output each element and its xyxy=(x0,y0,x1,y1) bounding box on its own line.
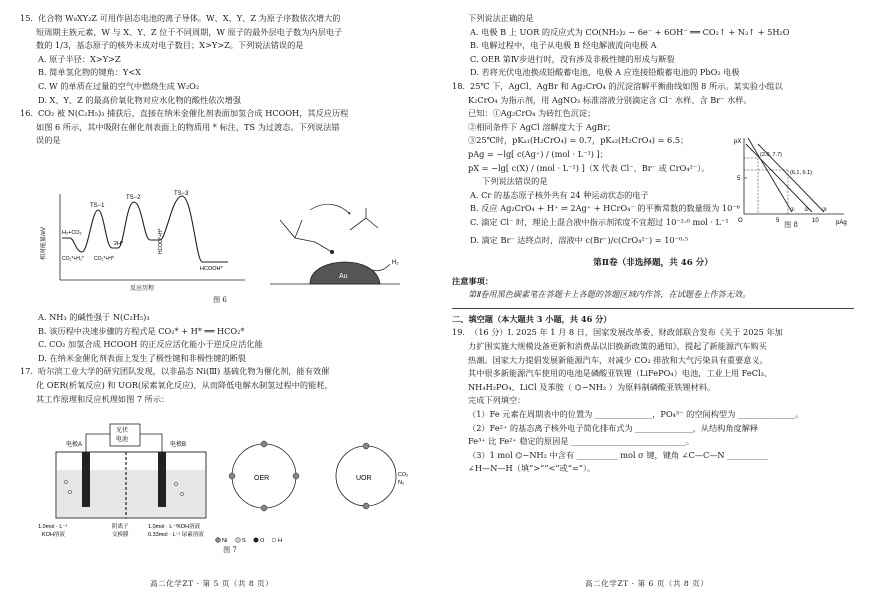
legend-ni: Ni xyxy=(222,538,228,544)
ni-site xyxy=(261,441,267,447)
q18-number: 18. xyxy=(452,80,466,91)
q18-px-def: pX = −lg[ c(X) / (mol · L⁻¹) ]（X 代表 Cl⁻、Br⁻ 或 CrO₄²⁻）。 xyxy=(468,162,710,173)
figure-6 xyxy=(40,190,420,300)
state-2h: 2H* xyxy=(114,241,124,247)
state-co2-h: CO₂*+H* xyxy=(94,256,114,262)
q17-line-2: 化 OER(析氧反应) 和 UOR(尿素氧化反应)，从而降低电解水制氢过程中的能耗， xyxy=(36,379,333,390)
n2-label: N₂ xyxy=(398,480,405,486)
fig6-caption: 图 6 xyxy=(213,296,227,304)
q17-option-b: B. 电解过程中，电子从电极 B 经电解液流向电极 A xyxy=(470,40,657,51)
q17-option-a: A. 电极 B 上 UOR 的反应式为 CO(NH₂)₂ − 6e⁻ + 6OH⁻ ══ CO₂↑ + N₂↑ + 5H₂O xyxy=(470,26,790,37)
curve-3-label: ③ xyxy=(822,207,827,213)
q18-prompt: 下列说法错误的是 xyxy=(482,176,548,187)
ts1-label: TS−1 xyxy=(90,203,105,209)
n-atom xyxy=(330,250,334,254)
au-label: Au xyxy=(339,273,348,280)
amine-structure xyxy=(280,220,332,252)
gold-catalyst-mechanism xyxy=(270,204,400,284)
q18-option-c: C. 滴定 Cl⁻ 时，理论上混合液中指示剂浓度不宜超过 10⁻²·⁰ mol · L⁻¹ xyxy=(470,216,729,227)
q19-line-4: 其中很多新能源汽车使用的电池是磷酸亚铁锂（LiFePO₄）电池，工业上用 FeCl₃、 xyxy=(468,368,773,379)
q15-option-a: A. 原子半径：X>Y>Z xyxy=(38,53,121,64)
electrolysis-cell xyxy=(38,424,206,538)
part-2-heading: 第Ⅱ卷（非选择题，共 46 分） xyxy=(593,258,713,269)
curve-3 xyxy=(748,138,792,212)
notice-text: 第Ⅱ卷用黑色碳素笔在答题卡上各题的答题区域内作答，在试题卷上作答无效。 xyxy=(468,290,751,300)
curve-1-label: ① xyxy=(790,207,795,213)
right-solution-label-1: 1.0mol · L⁻¹KOH溶液 xyxy=(148,524,201,530)
q18-known-3: ③25℃时，pKₐ₁(H₂CrO₄) = 0.7，pKₐ₂(H₂CrO₄) = 6.5； xyxy=(468,135,689,146)
state-hcoo-h: HCOO*+H* xyxy=(158,228,164,254)
electrolyte xyxy=(57,470,205,517)
h2-arrow xyxy=(372,264,390,271)
ni-site xyxy=(293,473,299,479)
left-solution-label-1: 1.0mol · L⁻¹ xyxy=(38,524,68,530)
fig8-ylabel: pX xyxy=(734,139,742,145)
q17-line-3: 其工作原理和反应机理如图 7 所示： xyxy=(36,393,170,404)
q18-pag-def: pAg = −lg[ c(Ag⁺) / (mol · L⁻¹) ]； xyxy=(468,148,608,159)
legend-o: O xyxy=(260,538,265,544)
q15-option-c: C. W 的单质在过量的空气中燃烧生成 W₂O₂ xyxy=(38,80,200,91)
left-solution-label-2: KOH溶液 xyxy=(42,532,65,538)
ni-site xyxy=(229,473,235,479)
curve-2-label: ② xyxy=(804,207,809,213)
q15-option-b: B. 简单氢化物的键角：Y<X xyxy=(38,67,142,78)
q18-line-1: 18. 25℃ 下，AgCl、AgBr 和 Ag₂CrO₄ 的沉淀溶解平衡曲线如图 8 所示。某实验小组以 xyxy=(452,80,854,94)
q18-option-b: B. 反应 Ag₂CrO₄ + H⁺ ⇌ 2Ag⁺ + HCrO₄⁻ 的平衡常数的数量级为 10⁻⁶ xyxy=(470,203,740,214)
right-column xyxy=(452,12,854,476)
legend-o-marker xyxy=(254,538,259,543)
fig7-legend xyxy=(216,538,283,545)
divider xyxy=(452,308,854,309)
electrode-b-label: 电极B xyxy=(170,442,187,448)
fig8-origin: O xyxy=(738,218,743,224)
membrane-label-2: 交换膜 xyxy=(112,532,129,538)
footer-left: 高二化学ZT · 第 5 页（共 8 页） xyxy=(150,579,274,588)
q19-line-2: 力扩围实施大规模设备更新和消费品以旧换新政策的通知》，提起了新能源汽车购买 xyxy=(468,341,767,352)
membrane-label-1: 阴离子 xyxy=(112,524,129,530)
q17-option-d: D. 若将光伏电池换成铅酸蓄电池，电极 A 应连接铅酸蓄电池的 PbO₂ 电极 xyxy=(470,67,740,78)
q16-option-b: B. 该历程中决速步骤的方程式是 CO₂* + H* ══ HCO₂* xyxy=(38,325,245,336)
ni-site xyxy=(363,503,369,509)
q19-line-1: 19. （16 分）Ⅰ. 2025 年 1 月 8 日，国家发展改革委、财政部联合发布《关于 2025 年加 xyxy=(452,326,854,340)
left-column-lower xyxy=(20,311,425,406)
energy-curve xyxy=(62,196,228,262)
q15-option-d: D. X、Y、Z 的最高价氧化物对应水化物的酸性依次增强 xyxy=(38,94,241,105)
section-2-heading: 二、填空题（本大题共 3 小题，共 46 分） xyxy=(452,313,612,324)
q16-option-d: D. 在纳米金催化剂表面上发生了极性键和非极性键的断裂 xyxy=(38,352,246,363)
fig8-xtick-5: 5 xyxy=(776,218,780,224)
q18-line-2: K₂CrO₄ 为指示剂，用 AgNO₃ 标准溶液分别滴定含 Cl⁻ 水样、含 Br⁻ 水样。 xyxy=(468,94,752,105)
q18-option-a: A. Cr 的基态原子核外共有 24 种运动状态的电子 xyxy=(470,189,649,200)
q15-number: 15. xyxy=(20,13,34,23)
q19-line-3: 热潮。国家大力提倡发展新能源汽车，对减少 CO₂ 排放和大气污染具有重要意义。 xyxy=(468,354,768,365)
ts2-label: TS−2 xyxy=(126,195,141,201)
formic-structure xyxy=(350,208,378,230)
pv-label-1: 光伏 xyxy=(116,428,129,434)
figure-8 xyxy=(732,134,854,230)
electrode-b xyxy=(158,452,166,507)
fig8-xlabel: pAg xyxy=(836,220,847,226)
legend-s-marker xyxy=(236,538,241,543)
q17-prompt: 下列说法正确的是 xyxy=(468,13,534,23)
uor-cycle xyxy=(336,443,408,509)
q17-line-1: 17. 哈尔滨工业大学的研究团队发现，以非晶态 Ni(Ⅲ) 基硫化物为催化剂，能有效催 xyxy=(20,365,425,379)
q18-known-1: 已知：①Ag₂CrO₄ 为砖红色沉淀； xyxy=(468,108,596,119)
legend-s: S xyxy=(242,538,246,544)
legend-ni-marker xyxy=(216,538,221,543)
fig6-ylabel: 相对能量/eV xyxy=(41,226,47,260)
q15-line-3: 数的 1/3，基态原子的核外未成对电子数目；X>Y>Z。下列说法错误的是 xyxy=(36,40,304,51)
electrode-a xyxy=(82,452,90,507)
fig8-point-2: (6.1, 6.1) xyxy=(790,170,813,176)
figure-7 xyxy=(36,422,426,552)
left-column xyxy=(20,12,425,148)
fig7-caption: 图 7 xyxy=(223,546,237,554)
fig8-caption: 图 8 xyxy=(784,221,798,229)
q16-line-2: 如图 6 所示，其中吸附在催化剂表面上的物质用 * 标注，TS 为过渡态。下列说法错 xyxy=(36,121,340,132)
q18-option-d: D. 滴定 Br⁻ 达终点时，溶液中 c(Br⁻)/c(CrO₄²⁻) = 10⁻⁰·⁵ xyxy=(470,234,689,245)
right-solution-label-2: 0.33mol · L⁻¹ 尿素溶液 xyxy=(148,532,204,538)
electrode-a-label: 电极A xyxy=(66,442,83,448)
ts3-label: TS−3 xyxy=(174,191,189,197)
q19-sub-2-cont: Fe³⁺ 比 Fe²⁺ 稳定的原因是 ____________________________。 xyxy=(468,436,694,447)
state-hcooh: HCOOH* xyxy=(200,266,223,272)
q19-line-5: NH₄H₂PO₄、LiCl 及苯胺（ ⌬−NH₂ ）为原料制磷酸亚铁锂材料。 xyxy=(468,381,716,392)
fig8-ytick-5: 5 xyxy=(737,176,741,182)
legend-h: H xyxy=(278,538,282,544)
co2-label: CO₂ xyxy=(398,472,409,478)
fig8-xtick-10: 10 xyxy=(812,218,819,224)
oer-label: OER xyxy=(254,475,270,482)
fig6-xlabel: 反应历程 xyxy=(130,286,155,292)
pv-label-2: 电池 xyxy=(116,437,129,443)
legend-h-marker xyxy=(272,538,276,542)
q19-sub-3-cont: ∠H—N—H（填“>”“<”或“=”）。 xyxy=(468,463,596,474)
q17-option-c: C. OER 第Ⅳ步进行时，没有涉及非极性键的形成与断裂 xyxy=(470,53,675,64)
state-co2-h2: CO₂*+H₂* xyxy=(62,256,84,262)
q19-instructions: 完成下列填空： xyxy=(468,395,526,406)
footer-right: 高二化学ZT · 第 6 页（共 8 页） xyxy=(585,579,709,588)
q16-option-c: C. CO₂ 加氢合成 HCOOH 的正反应活化能小于逆反应活化能 xyxy=(38,339,263,350)
q15-line-1: 15. 化合物 W₈XY₂Z 可用作固态电池的离子导体。W、X、Y、Z 为原子序数依次增大的 xyxy=(20,12,425,26)
h2-label: H₂ xyxy=(392,260,399,266)
mechanism-arrow xyxy=(310,204,350,214)
uor-label: UOR xyxy=(356,475,372,482)
q15-line-2: 短周期主族元素，W 与 X、Y、Z 位于不同周期，W 原子的最外层电子数为内层电子 xyxy=(36,26,343,37)
q19-sub-2: （2）Fe²⁺ 的基态离子核外电子简化排布式为 ______________，从结构角度解释 xyxy=(468,422,759,433)
ni-site xyxy=(363,443,369,449)
state-h2-co2: H₂+CO₂ xyxy=(62,230,82,236)
oer-cycle xyxy=(229,441,299,511)
q16-option-a: A. NH₃ 的碱性强于 N(C₂H₅)₃ xyxy=(38,312,150,322)
energy-profile-diagram xyxy=(40,191,245,292)
notice-title: 注意事项： xyxy=(452,275,493,286)
fig8-point-1: (2.0, 7.7) xyxy=(760,152,783,158)
q16-line-1: 16. CO₂ 被 N(C₂H₅)₃ 捕获后，直接在纳米金催化剂表面加氢合成 HCOOH，其反应历程 xyxy=(20,107,425,121)
q16-line-3: 误的是 xyxy=(36,135,61,146)
q19-sub-1: （1）Fe 元素在周期表中的位置为 ______________，PO₄³⁻ 的空间构型为 ______________。 xyxy=(468,409,804,420)
q19-number: 19. xyxy=(452,327,466,338)
q19-sub-3: （3）1 mol ⌬−NH₂ 中含有 __________ mol σ 键，键角 ∠C—C—N __________ xyxy=(468,449,769,460)
q16-number: 16. xyxy=(20,108,34,119)
ni-site xyxy=(261,505,267,511)
q17-number: 17. xyxy=(20,366,34,377)
q18-known-2: ②相同条件下 AgCl 溶解度大于 AgBr； xyxy=(468,121,616,132)
